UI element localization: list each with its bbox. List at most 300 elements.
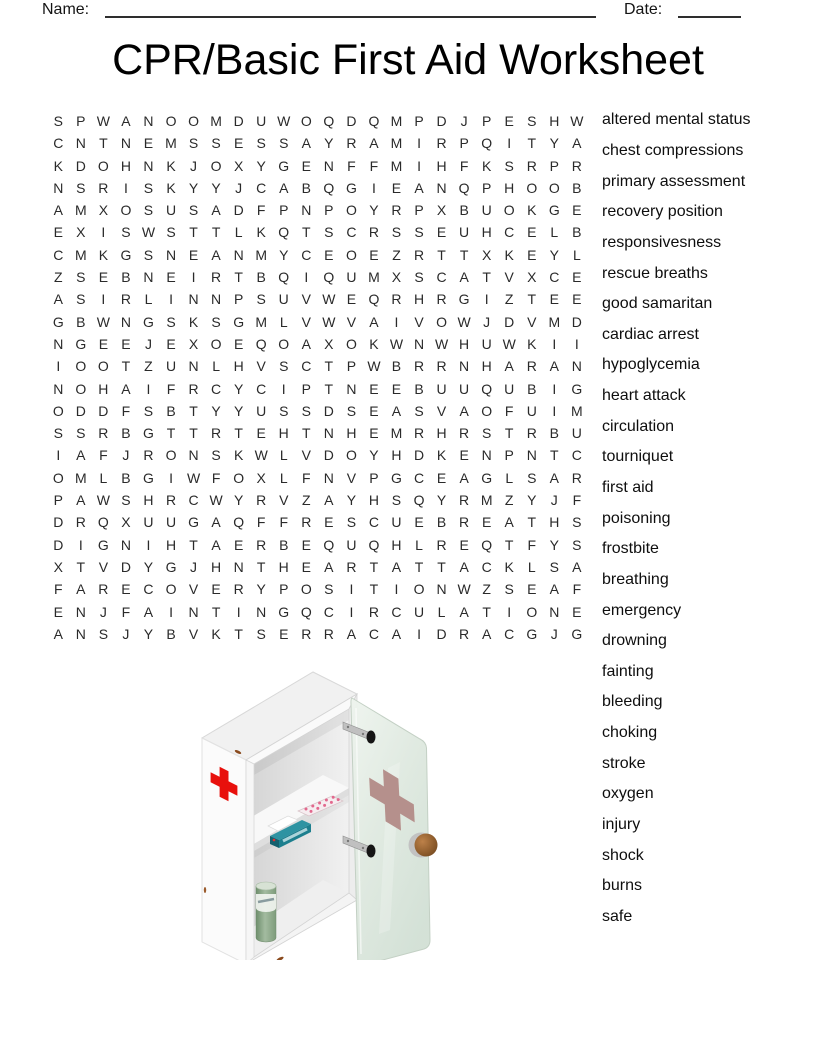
grid-letter: N (188, 447, 199, 464)
grid-letter: W (389, 335, 404, 352)
grid-letter: S (324, 581, 334, 598)
grid-letter: T (527, 514, 537, 531)
grid-letter: E (369, 402, 379, 419)
grid-letter: P (481, 113, 492, 129)
grid-letter: U (481, 335, 492, 352)
grid-letter: Q (278, 269, 290, 286)
grid-letter: T (527, 135, 537, 152)
grid-letter: S (481, 425, 492, 442)
word-list-item: circulation (602, 417, 675, 435)
grid-letter: J (144, 335, 152, 352)
grid-letter: O (526, 179, 538, 196)
grid-letter: A (211, 536, 221, 553)
grid-letter: T (550, 447, 559, 464)
grid-letter: Y (211, 402, 221, 419)
grid-letter: R (459, 625, 470, 642)
grid-letter: R (459, 425, 470, 442)
grid-letter: F (302, 469, 311, 486)
grid-letter: O (548, 179, 560, 196)
grid-letter: B (256, 269, 266, 286)
grid-letter: E (572, 202, 582, 219)
grid-letter: F (347, 157, 356, 174)
grid-letter: F (572, 492, 582, 509)
grid-letter: A (76, 447, 86, 464)
grid-letter: O (188, 113, 199, 129)
grid-letter: O (120, 202, 132, 219)
word-list-item: responsivesness (602, 233, 722, 251)
grid-letter: T (166, 425, 176, 442)
grid-letter: O (165, 581, 177, 598)
grid-letter: T (189, 224, 198, 241)
word-list-item: injury (602, 816, 641, 834)
grid-letter: I (146, 380, 151, 397)
grid-letter: E (504, 113, 514, 129)
grid-letter: M (390, 135, 403, 152)
word-list-item: hypoglycemia (602, 356, 700, 374)
grid-letter: V (436, 402, 447, 419)
grid-letter: I (169, 291, 173, 308)
grid-letter: S (53, 113, 63, 129)
grid-letter: O (436, 313, 448, 330)
grid-letter: A (391, 558, 402, 575)
grid-letter: A (481, 625, 492, 642)
grid-letter: D (571, 313, 582, 330)
grid-letter: M (390, 425, 403, 442)
word-list-item: chest compressions (602, 141, 744, 159)
grid-letter: G (233, 313, 245, 330)
grid-letter: V (188, 581, 199, 598)
grid-letter: S (166, 224, 176, 241)
grid-letter: N (75, 625, 86, 642)
grid-letter: H (368, 492, 379, 509)
grid-letter: N (346, 380, 357, 397)
grid-letter: F (121, 603, 131, 620)
word-list-item: frostbite (602, 540, 659, 558)
grid-letter: N (301, 202, 312, 219)
grid-letter: I (304, 269, 309, 286)
grid-letter: O (52, 469, 64, 486)
grid-letter: C (211, 380, 222, 397)
grid-letter: N (53, 335, 64, 352)
grid-letter: P (53, 492, 63, 509)
grid-letter: L (527, 558, 536, 575)
grid-letter: T (369, 558, 379, 575)
grid-letter: A (324, 492, 334, 509)
grid-letter: S (256, 291, 266, 308)
grid-letter: I (417, 135, 421, 152)
word-list-item: heart attack (602, 387, 686, 405)
grid-letter: S (549, 558, 559, 575)
grid-letter: O (97, 358, 109, 375)
grid-letter: R (391, 202, 402, 219)
grid-letter: V (504, 269, 514, 286)
grid-letter: N (75, 603, 86, 620)
grid-letter: S (211, 135, 221, 152)
grid-letter: W (209, 492, 223, 509)
grid-letter: D (436, 625, 447, 642)
grid-letter: T (189, 425, 198, 442)
grid-letter: D (413, 447, 425, 464)
grid-letter: S (76, 269, 86, 286)
grid-letter: W (502, 335, 516, 352)
grid-letter: R (98, 179, 109, 196)
grid-letter: A (414, 179, 424, 196)
grid-letter: E (188, 246, 199, 263)
word-list-item: altered mental status (602, 111, 751, 129)
grid-letter: F (527, 536, 537, 553)
grid-letter: C (391, 603, 402, 620)
grid-letter: E (233, 536, 244, 553)
grid-letter: C (323, 603, 334, 620)
grid-letter: J (190, 157, 198, 174)
grid-letter: C (413, 469, 425, 486)
grid-letter: U (391, 514, 402, 531)
grid-letter: A (53, 291, 63, 308)
grid-letter: N (53, 380, 64, 397)
grid-letter: S (504, 581, 514, 598)
grid-letter: Z (504, 492, 514, 509)
grid-letter: X (256, 469, 266, 486)
grid-letter: H (391, 447, 402, 464)
grid-letter: X (436, 202, 447, 219)
grid-letter: N (526, 447, 537, 464)
grid-letter: O (526, 603, 538, 620)
grid-letter: K (527, 202, 537, 219)
grid-letter: W (570, 113, 584, 129)
page-title: CPR/Basic First Aid Worksheet (112, 36, 704, 84)
grid-letter: R (256, 492, 267, 509)
grid-letter: E (324, 514, 334, 531)
grid-letter: I (394, 581, 399, 598)
grid-letter: L (437, 603, 446, 620)
grid-letter: X (98, 202, 109, 219)
grid-letter: E (53, 603, 63, 620)
grid-letter: T (482, 603, 491, 620)
grid-letter: N (571, 358, 582, 375)
grid-letter: E (53, 224, 63, 241)
grid-letter: G (548, 202, 560, 219)
grid-letter: Z (53, 269, 63, 286)
grid-letter: A (211, 202, 221, 219)
word-list-item: primary assessment (602, 172, 746, 190)
grid-letter: C (256, 380, 267, 397)
grid-letter: K (504, 246, 514, 263)
grid-letter: X (233, 157, 244, 174)
word-list (602, 105, 751, 932)
grid-letter: G (165, 558, 177, 575)
grid-letter: N (120, 135, 131, 152)
grid-letter: W (457, 581, 471, 598)
grid-letter: A (53, 202, 63, 219)
grid-letter: N (188, 358, 199, 375)
grid-letter: G (526, 625, 538, 642)
grid-letter: X (391, 269, 402, 286)
grid-letter: F (99, 447, 108, 464)
grid-letter: R (301, 625, 312, 642)
grid-letter: L (572, 246, 581, 263)
grid-letter: S (121, 224, 131, 241)
grid-letter: A (549, 358, 559, 375)
grid-letter: U (459, 224, 470, 241)
grid-letter: T (256, 558, 266, 575)
grid-letter: E (436, 224, 447, 241)
grid-letter: B (121, 425, 131, 442)
grid-letter: A (76, 581, 86, 598)
grid-letter: W (186, 469, 201, 486)
grid-letter: S (211, 313, 221, 330)
grid-letter: Z (392, 246, 401, 263)
grid-letter: P (233, 291, 244, 308)
grid-letter: Q (323, 269, 335, 286)
grid-letter: S (143, 246, 154, 263)
grid-letter: D (75, 402, 86, 419)
grid-letter: S (98, 625, 109, 642)
grid-letter: D (53, 536, 64, 553)
grid-letter: L (279, 313, 288, 330)
grid-letter: K (481, 157, 492, 174)
grid-letter: T (324, 380, 334, 397)
grid-letter: P (414, 113, 424, 129)
grid-letter: E (527, 581, 537, 598)
grid-letter: M (165, 135, 177, 152)
word-list-item: safe (602, 907, 633, 925)
grid-letter: B (279, 536, 289, 553)
grid-letter: O (75, 380, 87, 397)
grid-letter: Q (255, 335, 267, 352)
grid-letter: S (391, 224, 402, 241)
grid-letter: E (436, 469, 447, 486)
grid-letter: K (436, 447, 447, 464)
grid-letter: I (552, 335, 557, 352)
grid-letter: S (346, 514, 357, 531)
grid-letter: I (507, 135, 512, 152)
grid-letter: E (211, 581, 221, 598)
grid-letter: S (414, 269, 424, 286)
grid-letter: L (99, 469, 108, 486)
grid-letter: G (571, 380, 583, 397)
grid-letter: S (188, 202, 199, 219)
grid-letter: T (482, 269, 491, 286)
grid-letter: E (391, 380, 402, 397)
grid-letter: D (120, 558, 131, 575)
grid-letter: C (504, 625, 515, 642)
grid-letter: A (121, 380, 131, 397)
grid-letter: G (278, 603, 290, 620)
grid-letter: Y (549, 246, 559, 263)
grid-letter: J (190, 558, 198, 575)
grid-letter: F (459, 157, 469, 174)
grid-letter: N (188, 603, 199, 620)
grid-letter: W (141, 224, 156, 241)
grid-letter: B (436, 514, 447, 531)
grid-letter: Y (233, 402, 244, 419)
grid-letter: S (211, 447, 221, 464)
grid-letter: W (367, 358, 381, 375)
grid-letter: S (76, 291, 86, 308)
grid-letter: M (74, 246, 87, 263)
grid-letter: L (144, 291, 153, 308)
grid-letter: C (346, 224, 357, 241)
grid-letter: E (121, 581, 131, 598)
grid-letter: F (53, 581, 63, 598)
grid-letter: H (459, 335, 470, 352)
grid-letter: N (143, 269, 154, 286)
grid-letter: T (527, 291, 537, 308)
grid-letter: V (188, 625, 199, 642)
grid-letter: I (417, 157, 421, 174)
grid-letter: P (324, 202, 334, 219)
grid-letter: C (436, 269, 447, 286)
grid-letter: X (481, 246, 492, 263)
grid-letter: E (549, 291, 559, 308)
grid-letter: T (189, 536, 198, 553)
grid-letter: A (549, 581, 559, 598)
grid-letter: R (436, 358, 447, 375)
grid-letter: E (98, 335, 109, 352)
grid-letter: F (121, 402, 131, 419)
grid-letter: M (74, 202, 87, 219)
grid-letter: B (121, 269, 131, 286)
grid-letter: I (394, 313, 399, 330)
grid-letter: R (571, 469, 582, 486)
grid-letter: R (233, 581, 244, 598)
grid-letter: Y (549, 135, 559, 152)
grid-letter: Q (233, 514, 245, 531)
grid-letter: O (413, 581, 425, 598)
grid-letter: D (233, 113, 244, 129)
grid-letter: S (527, 113, 537, 129)
grid-letter: C (504, 224, 515, 241)
grid-letter: A (391, 402, 402, 419)
grid-letter: U (436, 380, 447, 397)
grid-letter: G (391, 469, 402, 486)
grid-letter: X (527, 269, 537, 286)
grid-letter: J (99, 603, 107, 620)
grid-letter: O (300, 581, 312, 598)
grid-letter: R (436, 291, 447, 308)
grid-letter: Y (143, 558, 154, 575)
grid-letter: C (53, 246, 64, 263)
grid-letter: H (436, 425, 447, 442)
grid-letter: O (345, 202, 357, 219)
grid-letter: P (369, 469, 379, 486)
grid-letter: S (256, 625, 266, 642)
grid-letter: R (301, 514, 312, 531)
grid-letter: P (301, 380, 311, 397)
grid-letter: Z (144, 358, 153, 375)
grid-letter: C (53, 135, 64, 152)
grid-letter: D (346, 113, 357, 129)
grid-letter: T (459, 246, 469, 263)
grid-letter: K (504, 558, 514, 575)
grid-letter: S (301, 402, 311, 419)
grid-letter: Y (369, 447, 379, 464)
grid-letter: G (52, 313, 64, 330)
grid-letter: G (278, 157, 290, 174)
grid-letter: U (481, 202, 492, 219)
grid-letter: U (256, 113, 267, 129)
grid-letter: R (436, 536, 447, 553)
grid-letter: K (53, 157, 63, 174)
grid-letter: R (323, 625, 334, 642)
grid-letter: Q (413, 492, 425, 509)
grid-letter: U (459, 380, 470, 397)
grid-letter: E (324, 246, 334, 263)
grid-letter: J (122, 447, 130, 464)
grid-letter: U (143, 514, 154, 531)
grid-letter: E (459, 536, 469, 553)
grid-letter: R (391, 291, 402, 308)
grid-letter: E (414, 514, 424, 531)
grid-letter: X (76, 224, 86, 241)
grid-letter: X (53, 558, 63, 575)
grid-letter: E (527, 224, 537, 241)
grid-letter: J (460, 113, 468, 129)
grid-letter: E (572, 291, 582, 308)
grid-letter: M (571, 402, 583, 419)
grid-letter: K (256, 224, 266, 241)
grid-letter: A (459, 469, 469, 486)
grid-letter: O (165, 447, 177, 464)
grid-letter: P (279, 202, 289, 219)
grid-letter: S (256, 135, 266, 152)
grid-letter: A (391, 625, 402, 642)
grid-letter: T (234, 425, 243, 442)
grid-letter: I (349, 603, 354, 620)
grid-letter: I (101, 291, 106, 308)
grid-letter: M (255, 246, 268, 263)
grid-letter: E (527, 246, 537, 263)
grid-letter: E (346, 291, 357, 308)
grid-letter: Z (482, 581, 491, 598)
grid-letter: S (143, 402, 154, 419)
grid-letter: L (550, 224, 559, 241)
grid-letter: R (346, 558, 357, 575)
grid-letter: F (256, 202, 266, 219)
grid-letter: U (346, 536, 357, 553)
grid-letter: I (371, 179, 376, 196)
grid-letter: K (211, 625, 221, 642)
grid-letter: A (279, 179, 289, 196)
grid-letter: V (414, 313, 424, 330)
grid-letter: E (256, 425, 266, 442)
grid-letter: N (323, 469, 334, 486)
grid-letter: E (166, 269, 176, 286)
grid-letter: E (459, 447, 469, 464)
grid-letter: L (279, 469, 288, 486)
grid-letter: R (346, 135, 357, 152)
grid-letter: L (212, 358, 220, 375)
grid-letter: X (121, 514, 131, 531)
grid-letter: Q (458, 179, 470, 196)
grid-letter: I (236, 603, 241, 620)
word-list-item: poisoning (602, 509, 671, 527)
grid-letter: N (459, 358, 470, 375)
grid-letter: O (300, 113, 312, 129)
grid-letter: E (98, 269, 109, 286)
grid-letter: Q (481, 380, 493, 397)
grid-letter: E (233, 135, 244, 152)
grid-letter: Y (143, 625, 154, 642)
grid-letter: E (369, 425, 379, 442)
grid-letter: A (301, 135, 311, 152)
grid-letter: A (346, 625, 357, 642)
grid-letter: S (279, 135, 289, 152)
grid-letter: G (571, 625, 583, 642)
grid-letter: Y (279, 246, 289, 263)
grid-letter: C (368, 625, 379, 642)
grid-letter: W (434, 335, 449, 352)
